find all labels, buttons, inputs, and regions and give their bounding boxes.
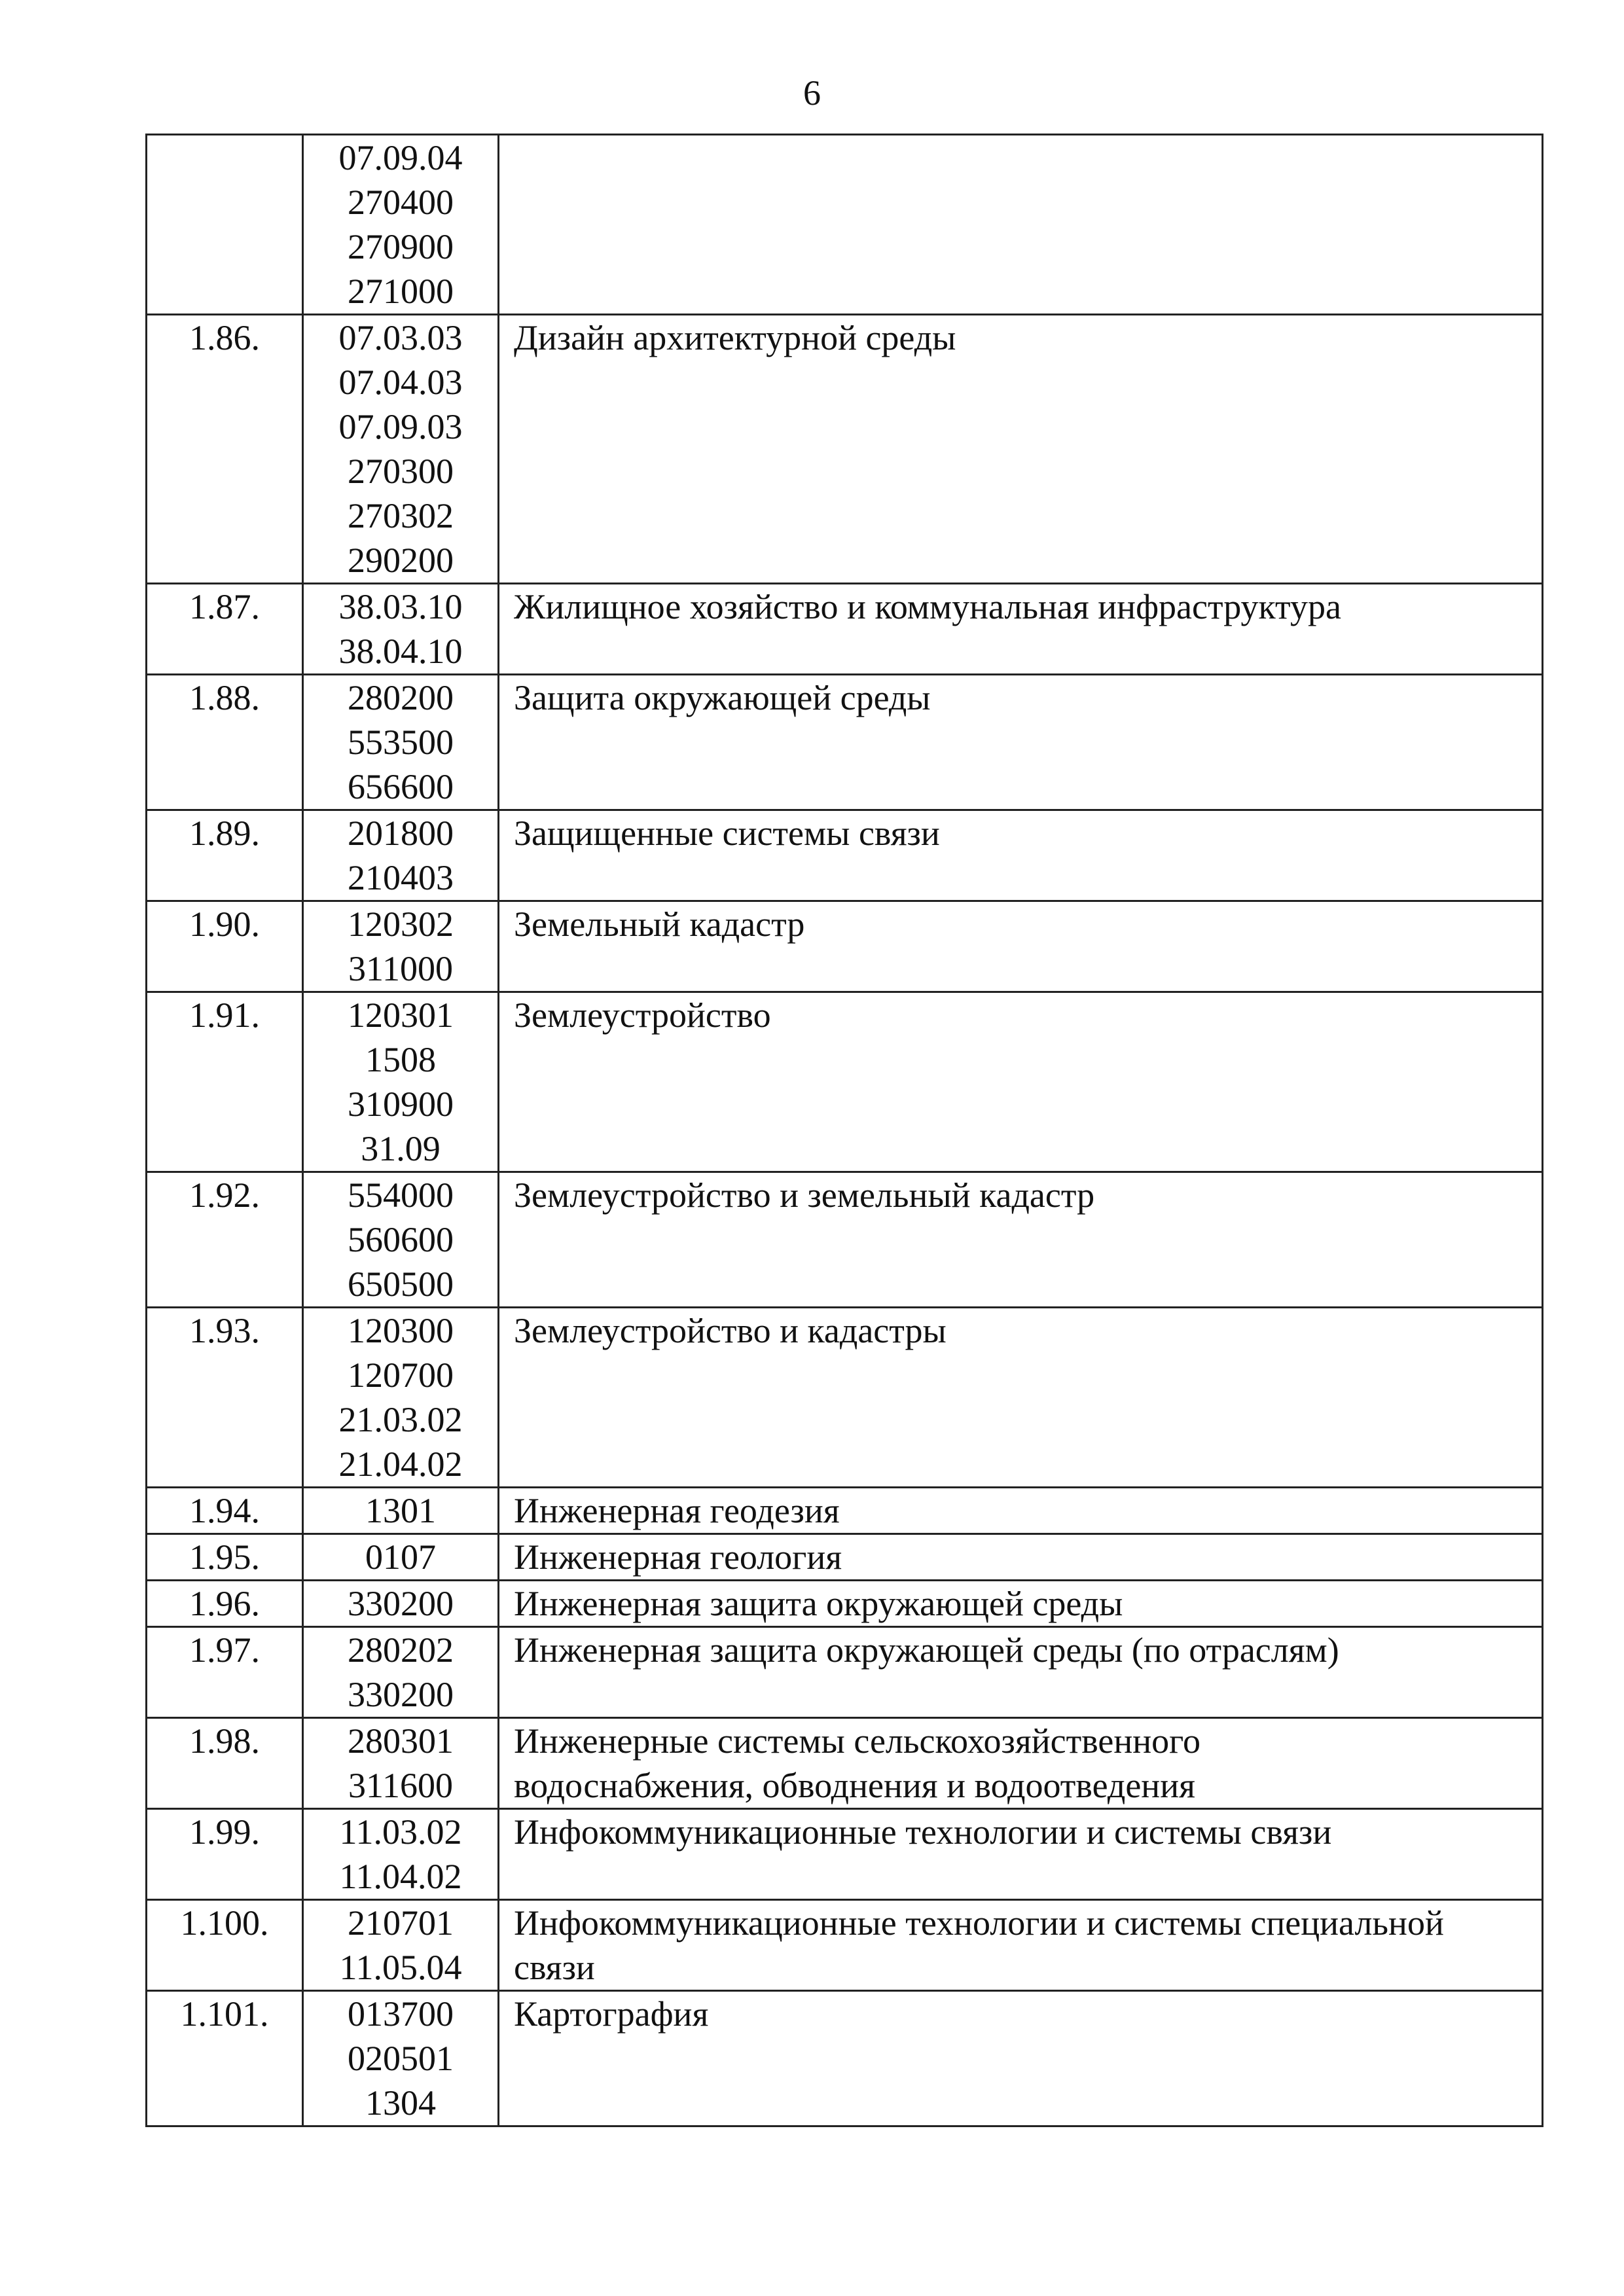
specialty-code: 201800 [348, 814, 454, 853]
specialty-code: 1508 [365, 1040, 436, 1079]
specialty-name-line: связи [514, 1948, 595, 1987]
specialty-codes [303, 315, 499, 584]
specialty-name-line: Картография [514, 1994, 709, 2034]
specialty-codes [303, 1809, 499, 1900]
specialty-name-line: Защищенные системы связи [514, 814, 940, 853]
specialty-code: 21.03.02 [338, 1400, 463, 1439]
specialty-code: 120300 [348, 1311, 454, 1350]
specialty-codes [303, 1718, 499, 1809]
specialty-name-line: Землеустройство и кадастры [514, 1311, 947, 1350]
specialty-codes [303, 1900, 499, 1991]
specialty-code: 650500 [348, 1265, 454, 1304]
specialty-name [499, 1581, 1543, 1627]
table-row [147, 810, 1543, 901]
specialty-code: 310900 [348, 1085, 454, 1124]
specialty-code: 280202 [348, 1630, 454, 1670]
specialty-code: 120700 [348, 1355, 454, 1395]
specialty-codes [303, 135, 499, 315]
specialty-name-line: Земельный кадастр [514, 905, 805, 944]
table-row [147, 901, 1543, 992]
table-row [147, 1488, 1543, 1534]
specialty-code: 21.04.02 [338, 1444, 463, 1484]
specialty-code: 1304 [365, 2083, 436, 2123]
specialty-name-line: Землеустройство [514, 996, 771, 1035]
specialty-codes [303, 1308, 499, 1488]
specialty-name-line: Инженерная защита окружающей среды [514, 1584, 1123, 1623]
specialty-code: 07.04.03 [338, 363, 463, 402]
specialty-name [499, 1718, 1543, 1809]
specialty-codes [303, 1534, 499, 1581]
specialty-code: 0107 [365, 1537, 436, 1577]
row-number: 1.90. [147, 901, 303, 992]
specialty-code: 330200 [348, 1675, 454, 1714]
specialty-codes [303, 1488, 499, 1534]
specialty-code: 311000 [348, 949, 453, 988]
specialty-code: 210403 [348, 858, 454, 897]
specialty-code: 271000 [348, 272, 454, 311]
specialty-code: 120301 [348, 996, 454, 1035]
specialty-code: 31.09 [361, 1129, 441, 1168]
table-row [147, 1627, 1543, 1718]
specialty-codes [303, 1627, 499, 1718]
specialty-code: 07.09.04 [338, 138, 463, 177]
specialty-name [499, 1172, 1543, 1308]
specialty-code: 290200 [348, 541, 454, 580]
specialty-name [499, 1308, 1543, 1488]
row-number: 1.95. [147, 1534, 303, 1581]
specialty-code: 1301 [365, 1491, 436, 1530]
specialty-name-line: Инженерная защита окружающей среды (по отраслям) [514, 1630, 1339, 1670]
specialty-name-line: Дизайн архитектурной среды [514, 318, 956, 357]
table-row [147, 1809, 1543, 1900]
specialty-codes [303, 1991, 499, 2126]
specialty-code: 554000 [348, 1175, 454, 1215]
specialty-codes [303, 1172, 499, 1308]
table-row [147, 1718, 1543, 1809]
row-number: 1.97. [147, 1627, 303, 1718]
table-row [147, 135, 1543, 315]
table-row [147, 315, 1543, 584]
row-number: 1.96. [147, 1581, 303, 1627]
specialty-code: 311600 [348, 1766, 453, 1805]
table-row [147, 1172, 1543, 1308]
specialty-name [499, 1900, 1543, 1991]
specialty-code: 270400 [348, 183, 454, 222]
specialty-name [499, 315, 1543, 584]
table-row [147, 992, 1543, 1172]
specialty-name [499, 992, 1543, 1172]
specialty-code: 210701 [348, 1903, 454, 1943]
specialty-name-line: Жилищное хозяйство и коммунальная инфраструктура [514, 587, 1341, 626]
specialty-code: 38.04.10 [338, 632, 463, 671]
specialty-name [499, 1809, 1543, 1900]
specialty-code: 020501 [348, 2039, 454, 2078]
specialty-code: 560600 [348, 1220, 454, 1259]
row-number: 1.86. [147, 315, 303, 584]
row-number: 1.93. [147, 1308, 303, 1488]
row-number: 1.92. [147, 1172, 303, 1308]
specialty-code: 07.03.03 [338, 318, 463, 357]
table-row [147, 675, 1543, 810]
specialty-code: 280200 [348, 678, 454, 717]
specialty-name-line: Инфокоммуникационные технологии и системы специальной [514, 1903, 1444, 1943]
table-row [147, 1581, 1543, 1627]
specialty-code: 553500 [348, 723, 454, 762]
specialty-code: 656600 [348, 767, 454, 806]
specialty-codes [303, 675, 499, 810]
specialty-code: 280301 [348, 1721, 454, 1761]
specialty-code: 120302 [348, 905, 454, 944]
row-number: 1.89. [147, 810, 303, 901]
specialty-name [499, 810, 1543, 901]
specialties-table [145, 134, 1543, 2127]
specialty-code: 270300 [348, 452, 454, 491]
row-number: 1.98. [147, 1718, 303, 1809]
specialty-name-line: Землеустройство и земельный кадастр [514, 1175, 1095, 1215]
specialty-name-line: Инженерные системы сельскохозяйственного [514, 1721, 1200, 1761]
specialty-name [499, 1627, 1543, 1718]
row-number: 1.88. [147, 675, 303, 810]
row-number: 1.100. [147, 1900, 303, 1991]
specialty-code: 11.05.04 [339, 1948, 462, 1987]
specialty-name-line: Инженерная геология [514, 1537, 842, 1577]
table-body [147, 135, 1543, 2126]
specialty-codes [303, 584, 499, 675]
row-number: 1.101. [147, 1991, 303, 2126]
row-number: 1.94. [147, 1488, 303, 1534]
specialty-name [499, 1488, 1543, 1534]
specialty-name-line: Защита окружающей среды [514, 678, 931, 717]
row-number: 1.91. [147, 992, 303, 1172]
specialty-name-line: Инфокоммуникационные технологии и системы связи [514, 1812, 1332, 1852]
specialty-code: 07.09.03 [338, 407, 463, 446]
specialty-code: 330200 [348, 1584, 454, 1623]
specialty-code: 270302 [348, 496, 454, 535]
specialty-code: 270900 [348, 227, 454, 266]
specialty-name [499, 901, 1543, 992]
specialty-codes [303, 901, 499, 992]
specialty-name [499, 675, 1543, 810]
specialty-codes [303, 1581, 499, 1627]
specialty-code: 11.04.02 [339, 1857, 462, 1896]
specialty-name [499, 135, 1543, 315]
table-row [147, 1308, 1543, 1488]
specialty-code: 38.03.10 [338, 587, 463, 626]
specialty-name [499, 1534, 1543, 1581]
specialty-name [499, 584, 1543, 675]
specialty-codes [303, 992, 499, 1172]
specialty-name-line: Инженерная геодезия [514, 1491, 840, 1530]
specialty-name [499, 1991, 1543, 2126]
specialty-codes [303, 810, 499, 901]
page-number: 6 [803, 73, 821, 113]
table-row [147, 584, 1543, 675]
table-row [147, 1534, 1543, 1581]
specialty-name-line: водоснабжения, обводнения и водоотведения [514, 1766, 1195, 1805]
row-number [147, 135, 303, 315]
table-row [147, 1991, 1543, 2126]
table-row [147, 1900, 1543, 1991]
specialty-code: 013700 [348, 1994, 454, 2034]
specialty-code: 11.03.02 [339, 1812, 462, 1852]
row-number: 1.87. [147, 584, 303, 675]
row-number: 1.99. [147, 1809, 303, 1900]
